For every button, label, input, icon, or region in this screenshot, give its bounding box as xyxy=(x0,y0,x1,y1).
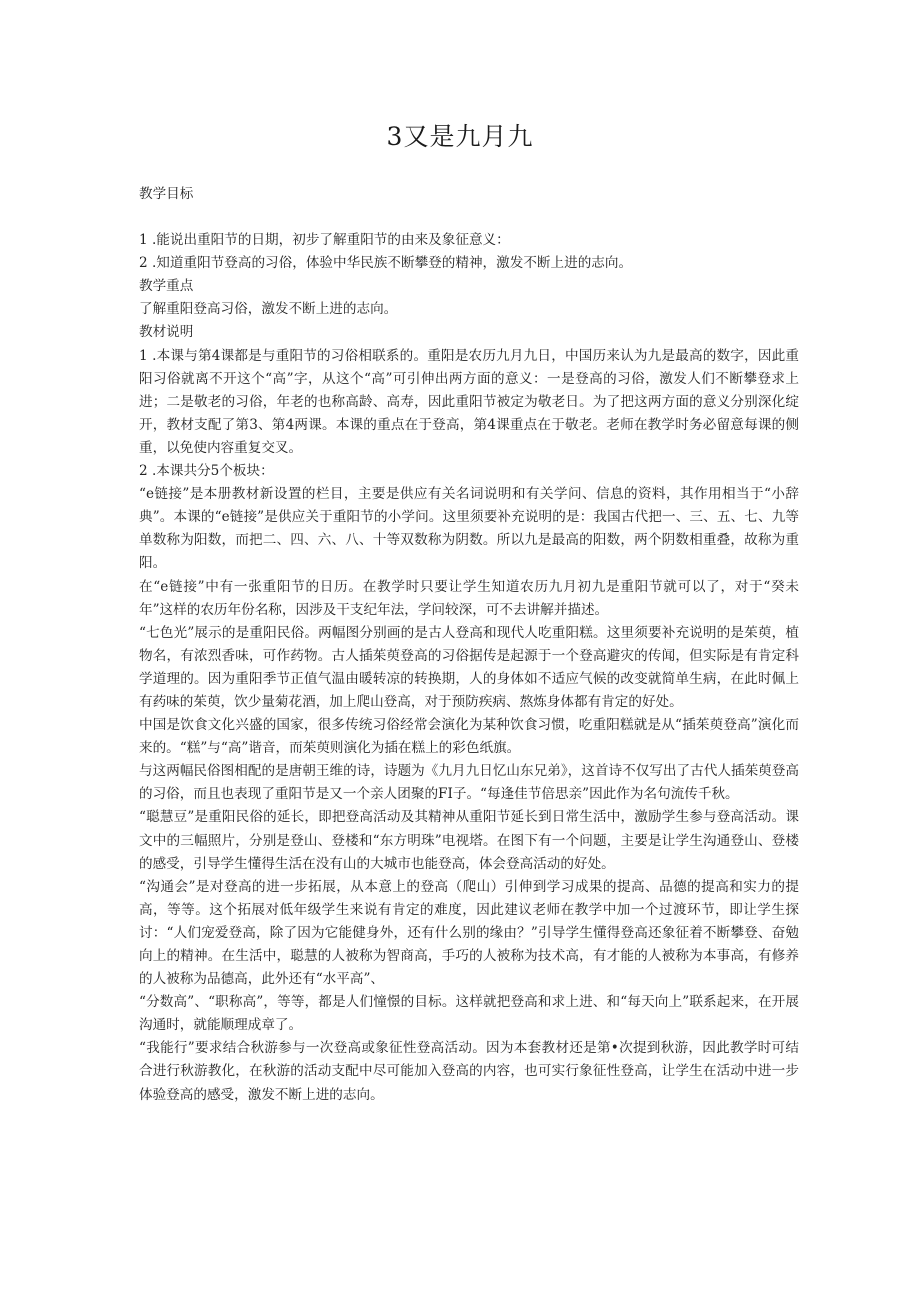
goal-item-2: 2 .知道重阳节登高的习俗，体验中华民族不断攀登的精神，激发不断上进的志向。 xyxy=(139,255,633,272)
page-title: 3又是九月九 xyxy=(386,122,534,151)
section-heading-goals: 教学目标 xyxy=(139,186,194,202)
goal-item-1: 1 .能说出重阳节的日期，初步了解重阳节的由来及象征意义： xyxy=(139,232,510,249)
material-item-2: 2 .本课共分5个板块： xyxy=(139,463,274,480)
paragraph-seven-colors: “七色光”展示的是重阳民俗。两幅图分别画的是古人登高和现代人吃重阳糕。这里须要补充说明的是茱萸，植物名，有浓烈香味，可作药物。古人插茱萸登高的习俗据传是起源于一个登高避灾的传闻，但实际是有肯定科学道理的。因为重阳季节正值气温由暖转凉的转换期，人的身体如不适应气候的改变就简单生病，在此时佩上有药味的茱萸，饮少量菊花酒，加上爬山登高，对于预防疾病、熬炼身体都有肯定的好处。 xyxy=(139,624,799,710)
paragraph-food: 中国是饮食文化兴盛的国家，很多传统习俗经常会演化为某种饮食习惯，吃重阳糕就是从“插茱萸登高”演化而来的。“糕”与“高”谐音，而茱萸则演化为插在糕上的彩色纸旗。 xyxy=(139,717,799,757)
paragraph-talk-part-1: “沟通会”是对登高的进一步拓展，从本意上的登高（爬山）引伸到学习成果的提高、品德的提高和实力的提高，等等。这个拓展对低年级学生来说有肯定的难度，因此建议老师在教学中加一个过渡环节，即让学生探讨：“人们宠爱登高，除了因为它能健身外，还有什么别的缘由？”引导学生懂得登高还象征着不断攀登、奋勉向上的精神。在生活中，聪慧的人被称为智商高，手巧的人被称为技术高，有才能的人被称为本事高，有修养的人被称为品德高，此外还有“水平高”、 xyxy=(139,878,799,988)
paragraph-talk-part-2: “分数高”、“职称高”，等等，都是人们憧憬的目标。这样就把登高和求上进、和“每天向上”联系起来，在开展沟通时，就能顺理成章了。 xyxy=(139,994,799,1034)
focus-text: 了解重阳登高习俗，激发不断上进的志向。 xyxy=(139,301,398,318)
paragraph-can-do: “我能行”要求结合秋游参与一次登高或象征性登高活动。因为本套教材还是第•次提到秋游，因此教学时可结合进行秋游教化，在秋游的活动支配中尽可能加入登高的内容，也可实行象征性登高，让学生在活动中进一步体验登高的感受，激发不断上进的志向。 xyxy=(139,1040,799,1103)
paragraph-smart: “聪慧豆”是重阳民俗的延长，即把登高活动及其精神从重阳节延长到日常生活中，激励学生参与登高活动。课文中的三幅照片，分别是登山、登楼和“东方明珠”电视塔。在图下有一个问题，主要是让学生沟通登山、登楼的感受，引导学生懂得生活在没有山的大城市也能登高，体会登高活动的好处。 xyxy=(139,809,799,872)
paragraph-calendar: 在“e链接”中有一张重阳节的日历。在教学时只要让学生知道农历九月初九是重阳节就可以了，对于“癸未年”这样的农历年份名称，因涉及干支纪年法，学问较深，可不去讲解并描述。 xyxy=(139,578,799,618)
material-item-1: 1 .本课与第4课都是与重阳节的习俗相联系的。重阳是农历九月九日，中国历来认为九是最高的数字，因此重阳习俗就离不开这个“高”字，从这个“高”可引伸出两方面的意义：一是登高的习俗，激发人们不断攀登求上进；二是敬老的习俗，年老的也称高龄、高寿，因此重阳节被定为敬老日。为了把这两方面的意义分别深化绽开，教材支配了第3、第4两课。本课的重点在于登高，第4课重点在于敬老。老师在教学时务必留意每课的侧重，以免使内容重复交叉。 xyxy=(139,347,799,456)
paragraph-poem: 与这两幅民俗图相配的是唐朝王维的诗，诗题为《九月九日忆山东兄弟》，这首诗不仅写出了古代人插茱萸登高的习俗，而且也表现了重阳节是又一个亲人团聚的FI子。“每逢佳节倍思亲”因此作为名句流传千秋。 xyxy=(139,763,799,803)
document-body xyxy=(139,183,799,1107)
paragraph-elink: “e链接”是本册教材新设置的栏目，主要是供应有关名词说明和有关学问、信息的资料，其作用相当于“小辞典”。本课的“e链接”是供应关于重阳节的小学问。这里须要补充说明的是：我国古代把一、三、五、七、九等单数称为阳数，而把二、四、六、八、十等双数称为阴数。所以九是最高的阳数，两个阴数相重叠，故称为重阳。 xyxy=(139,486,799,572)
section-heading-material: 教材说明 xyxy=(139,324,194,341)
section-heading-focus: 教学重点 xyxy=(139,278,194,295)
